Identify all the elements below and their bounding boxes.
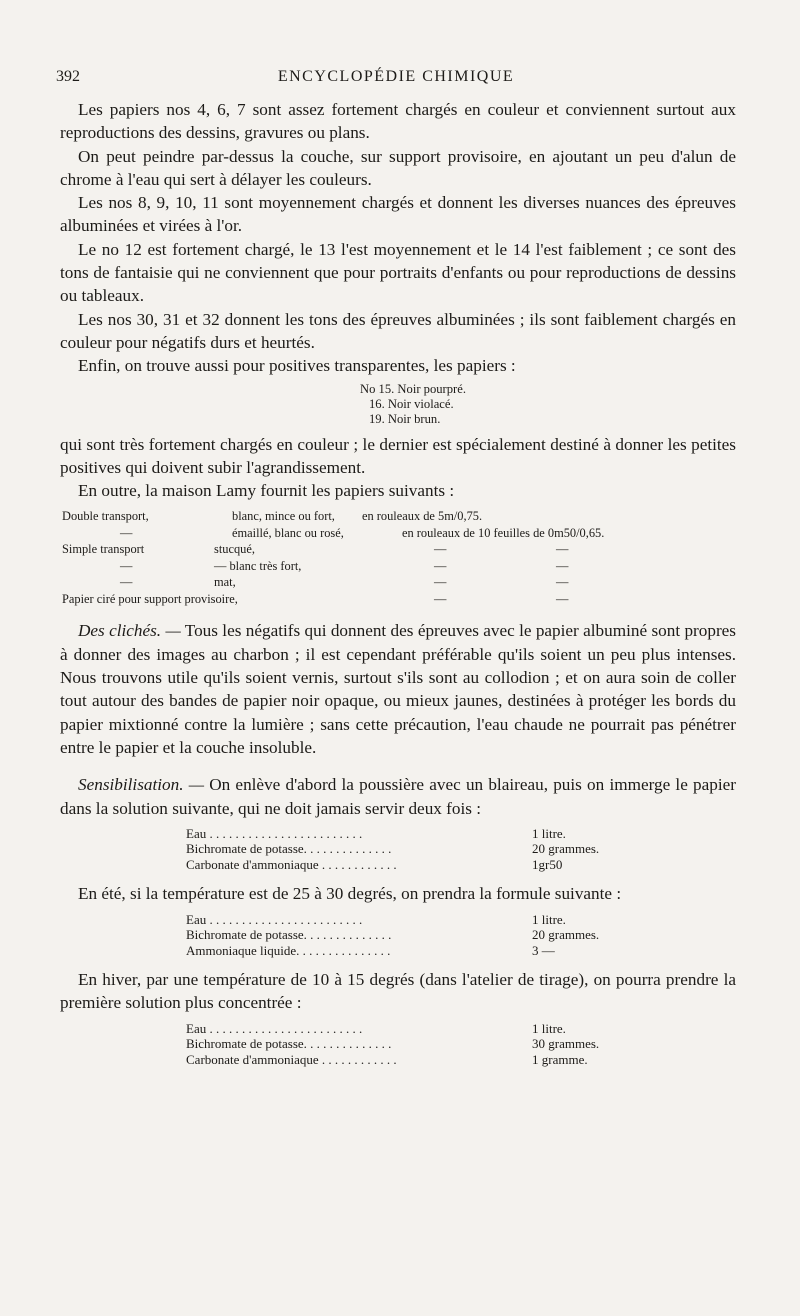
table-cell: —: [556, 575, 569, 590]
table-row: [62, 541, 736, 558]
paragraph: En outre, la maison Lamy fournit les papiers suivants :: [78, 481, 455, 501]
recipe-row: [186, 857, 676, 873]
recipe-row: [186, 1036, 676, 1052]
lamy-products-table: [62, 508, 736, 607]
recipe-row: [186, 841, 676, 857]
section-text: On enlève d'abord la poussière avec un blaireau, puis on immerge le papier dans la solution suivante, qui ne doit jamais servir deux fois :: [60, 775, 736, 818]
table-cell: —: [120, 575, 133, 590]
recipe-table: [186, 1021, 676, 1068]
ingredient: Bichromate de potasse. . . . . . . . . . . . . .: [186, 841, 392, 857]
page-header: [56, 68, 736, 94]
paragraph-sensibilisation: [60, 773, 736, 820]
quantity: 1gr50: [532, 856, 563, 872]
table-cell: blanc, mince ou fort,: [232, 509, 335, 524]
paragraph: Les nos 30, 31 et 32 donnent les tons des épreuves albuminées ; ils sont faiblement chargés en couleur pour négatifs durs et heurtés.: [60, 309, 736, 352]
paragraph: Les papiers nos 4, 6, 7 sont assez fortement chargés en couleur et conviennent surtout aux reproductions des dessins, gravures ou plans.: [60, 100, 736, 143]
quantity: 1 gramme.: [532, 1051, 588, 1067]
table-cell: —: [120, 525, 133, 540]
table-cell: —: [434, 591, 447, 606]
table-row: [62, 574, 736, 591]
table-cell: —: [120, 558, 133, 573]
table-row: [62, 525, 736, 542]
quantity: 3 —: [532, 942, 555, 958]
table-cell: Double transport,: [62, 509, 149, 524]
table-cell: émaillé, blanc ou rosé,: [232, 525, 344, 540]
recipe-row: [186, 943, 676, 959]
ingredient: Eau . . . . . . . . . . . . . . . . . . . . . . . .: [186, 911, 363, 927]
ingredient: Eau . . . . . . . . . . . . . . . . . . . . . . . .: [186, 825, 363, 841]
ingredient: Eau . . . . . . . . . . . . . . . . . . . . . . . .: [186, 1020, 363, 1036]
table-row: [62, 591, 736, 608]
paragraph: Enfin, on trouve aussi pour positives transparentes, les papiers :: [78, 356, 516, 376]
ingredient: Carbonate d'ammoniaque . . . . . . . . . . . .: [186, 856, 397, 872]
table-cell: en rouleaux de 10 feuilles de 0m50/0,65.: [402, 525, 605, 540]
table-row: [62, 558, 736, 575]
recipe-table: [186, 912, 676, 959]
quantity: 20 grammes.: [532, 841, 600, 857]
ingredient: Ammoniaque liquide. . . . . . . . . . . . . . .: [186, 942, 391, 958]
list-item: No 15. Noir pourpré.: [360, 381, 466, 396]
paragraph: Les nos 8, 9, 10, 11 sont moyennement chargés et donnent les diverses nuances des épreuves albuminées et virées à l'or.: [60, 193, 736, 236]
table-cell: — blanc très fort,: [214, 558, 302, 573]
quantity: 20 grammes.: [532, 927, 600, 943]
quantity: 1 litre.: [532, 911, 566, 927]
list-item: 19. Noir brun.: [369, 411, 441, 426]
table-cell: —: [556, 558, 569, 573]
section-title: Sensibilisation. —: [78, 775, 205, 795]
ingredient: Bichromate de potasse. . . . . . . . . . . . . .: [186, 927, 392, 943]
section-title: Des clichés. —: [78, 621, 181, 641]
table-cell: mat,: [214, 575, 236, 590]
paragraph: En hiver, par une température de 10 à 15 degrés (dans l'atelier de tirage), on pourra prendre la première solution plus concentrée :: [60, 970, 736, 1013]
quantity: 1 litre.: [532, 825, 566, 841]
recipe-row: [186, 1021, 676, 1037]
transparent-papers-list: [360, 382, 736, 427]
recipe-row: [186, 826, 676, 842]
paragraph: En été, si la température est de 25 à 30 degrés, on prendra la formule suivante :: [78, 884, 622, 904]
table-cell: —: [556, 591, 569, 606]
table-row: [62, 508, 736, 525]
recipe-row: [186, 927, 676, 943]
recipe-row: [186, 912, 676, 928]
table-cell: —: [556, 542, 569, 557]
page-body: [60, 98, 736, 1077]
quantity: 30 grammes.: [532, 1036, 600, 1052]
list-item: 16. Noir violacé.: [369, 396, 454, 411]
ingredient: Bichromate de potasse. . . . . . . . . . . . . .: [186, 1036, 392, 1052]
paragraph: qui sont très fortement chargés en couleur ; le dernier est spécialement destiné à donner les petites positives qui doivent subir l'agrandissement.: [60, 434, 736, 477]
table-cell: en rouleaux de 5m/0,75.: [362, 509, 483, 524]
table-cell: stucqué,: [214, 542, 255, 557]
ingredient: Carbonate d'ammoniaque . . . . . . . . . . . .: [186, 1051, 397, 1067]
table-cell: —: [434, 575, 447, 590]
page-number: 392: [56, 68, 80, 85]
paragraph: Le no 12 est fortement chargé, le 13 l'est moyennement et le 14 l'est faiblement ; ce sont des tons de fantaisie qui ne conviennent que pour portraits d'enfants ou pour reproductions de dessins ou tableaux.: [60, 239, 736, 306]
table-cell: Papier ciré pour support provisoire,: [62, 591, 238, 606]
recipe-table: [186, 826, 676, 873]
paragraph: On peut peindre par-dessus la couche, sur support provisoire, en ajoutant un peu d'alun de chrome à l'eau qui sert à délayer les couleurs.: [60, 146, 736, 189]
table-cell: —: [434, 542, 447, 557]
section-text: Tous les négatifs qui donnent des épreuves avec le papier albuminé sont propres à donner des images au charbon ; il est cependant préférable qu'ils soient un peu plus intenses. Nous trouvons utile qu'ils soient vernis, surtout s'ils sont au collodion ; et on aura soin de coller tout autour des bandes de papier noir opaque, ou mieux jaunes, destinées à protéger les bords du papier mixtionné contre la lumière ; sans cette précaution, l'eau chaude ne pourrait pas pénétrer entre le papier et la couche insoluble.: [60, 621, 736, 757]
paragraph-cliches: [60, 619, 736, 759]
recipe-row: [186, 1052, 676, 1068]
quantity: 1 litre.: [532, 1020, 566, 1036]
running-title: ENCYCLOPÉDIE CHIMIQUE: [277, 68, 515, 85]
table-cell: —: [434, 558, 447, 573]
table-cell: Simple transport: [62, 542, 145, 557]
